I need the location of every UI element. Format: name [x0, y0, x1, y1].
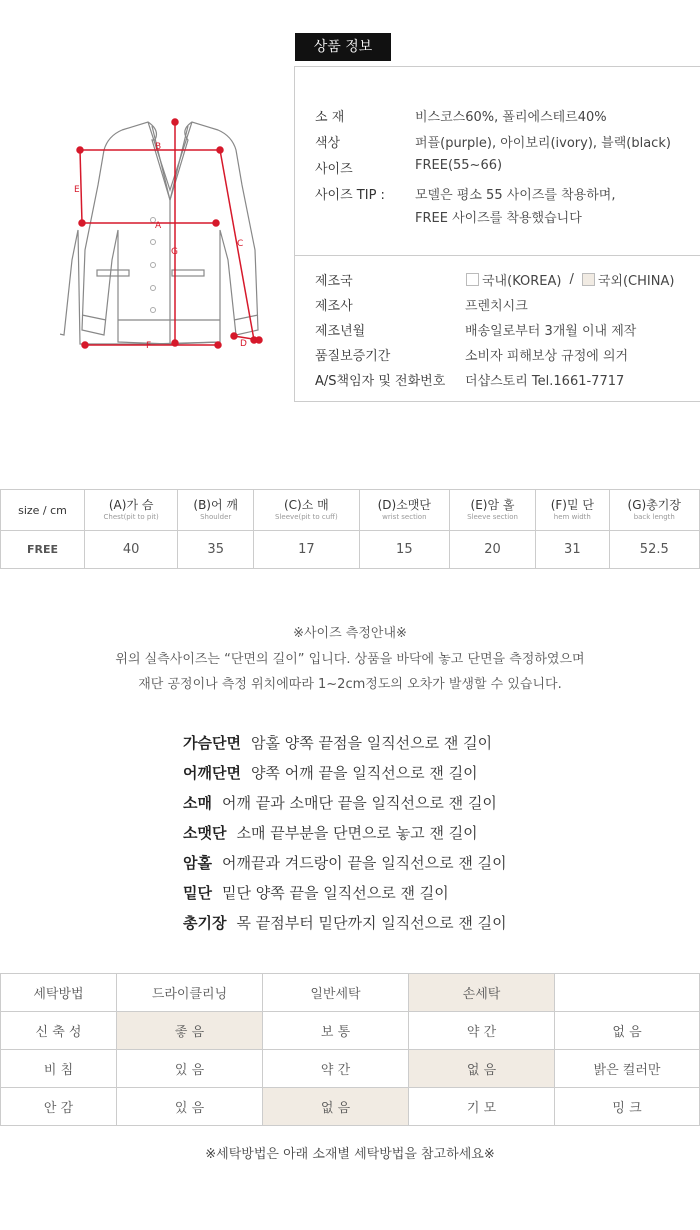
definition-item: 가슴단면 암홀 양쪽 끝점을 일직선으로 잰 길이 — [183, 734, 493, 752]
size-header-armhole: (E)암 홀 Sleeve section — [449, 490, 535, 531]
spec-label-color: 색상 — [315, 136, 341, 151]
size-value-length: 52.5 — [609, 531, 699, 569]
korea-checkbox — [466, 273, 479, 286]
definition-item: 암홀 어깨끝과 겨드랑이 끝을 일직선으로 잰 길이 — [183, 854, 507, 872]
care-cell-selected: 손세탁 — [409, 974, 555, 1012]
origin-label: 제조국 — [315, 274, 353, 289]
care-cell: 밝은 컬러만 — [555, 1050, 700, 1088]
mfg-value-maker: 프렌치시크 — [465, 299, 528, 314]
definition-item: 밑단 밑단 양쪽 끝을 일직선으로 잰 길이 — [183, 884, 449, 902]
size-header-shoulder: (B)어 깨 Shoulder — [178, 490, 254, 531]
care-cell: 안 감 — [1, 1088, 117, 1126]
size-table-corner: size / cm — [1, 490, 85, 531]
product-info-tag: 상품 정보 — [295, 33, 391, 61]
size-value-armhole: 20 — [449, 531, 535, 569]
label-c: C — [237, 239, 244, 249]
care-cell — [555, 974, 700, 1012]
spec-value-size: FREE(55~66) — [415, 158, 503, 173]
size-table-row — [1, 531, 700, 569]
label-d: D — [240, 339, 247, 349]
definition-item: 소매 어깨 끝과 소매단 끝을 일직선으로 잰 길이 — [183, 794, 497, 812]
spec-label-material: 소 재 — [315, 110, 345, 125]
label-b: B — [155, 142, 162, 152]
size-value-wrist: 15 — [359, 531, 449, 569]
label-e: E — [74, 185, 80, 195]
size-value-hem: 31 — [536, 531, 609, 569]
origin-options — [466, 270, 674, 289]
mfg-label-maker: 제조사 — [315, 299, 353, 314]
care-cell: 있 음 — [117, 1088, 263, 1126]
care-row-stretch — [1, 1012, 700, 1050]
size-table-header — [1, 490, 700, 531]
care-row-wash — [1, 974, 700, 1012]
care-cell: 약 간 — [409, 1012, 555, 1050]
care-cell: 신 축 성 — [1, 1012, 117, 1050]
definition-item: 어깨단면 양쪽 어깨 끝을 일직선으로 잰 길이 — [183, 764, 478, 782]
care-table — [0, 973, 700, 1126]
care-footer-note: ※세탁방법은 아래 소재별 세탁방법을 참고하세요※ — [205, 1147, 495, 1162]
size-header-hem: (F)밑 단 hem width — [536, 490, 609, 531]
definition-item: 총기장 목 끝점부터 밑단까지 일직선으로 잰 길이 — [183, 914, 507, 932]
care-cell: 비 침 — [1, 1050, 117, 1088]
care-cell-selected: 좋 음 — [117, 1012, 263, 1050]
definition-item: 소맷단 소매 끝부분을 단면으로 놓고 잰 길이 — [183, 824, 478, 842]
size-header-sleeve: (C)소 매 Sleeve(pit to cuff) — [254, 490, 360, 531]
care-cell: 있 음 — [117, 1050, 263, 1088]
size-value-shoulder: 35 — [178, 531, 254, 569]
care-cell-selected: 없 음 — [263, 1088, 409, 1126]
size-note-line1: 위의 실측사이즈는 “단면의 길이” 입니다. 상품을 바닥에 놓고 단면을 측정하였으며 — [115, 652, 585, 667]
label-a: A — [155, 221, 162, 231]
care-cell: 보 통 — [263, 1012, 409, 1050]
size-value-chest: 40 — [85, 531, 178, 569]
origin-slash: / — [569, 272, 574, 287]
spec-value-size-tip: 모델은 평소 55 사이즈를 착용하며, — [415, 188, 616, 203]
size-header-wrist: (D)소맷단 wrist section — [359, 490, 449, 531]
info-divider — [294, 255, 700, 256]
spec-label-size-tip: 사이즈 TIP : — [315, 188, 385, 203]
mfg-label-warranty: 품질보증기간 — [315, 349, 391, 364]
size-table — [0, 489, 700, 569]
mfg-value-date: 배송일로부터 3개월 이내 제작 — [465, 324, 637, 339]
china-checkbox — [582, 273, 595, 286]
spec-value-size-tip-2: FREE 사이즈를 착용했습니다 — [415, 211, 582, 226]
label-f: F — [146, 341, 152, 351]
care-cell: 약 간 — [263, 1050, 409, 1088]
spec-value-material: 비스코스60%, 폴리에스테르40% — [415, 110, 607, 125]
mfg-label-date: 제조년월 — [315, 324, 366, 339]
size-value-sleeve: 17 — [254, 531, 360, 569]
care-cell-selected: 없 음 — [409, 1050, 555, 1088]
size-row-label: FREE — [1, 531, 85, 569]
size-header-length: (G)총기장 back length — [609, 490, 699, 531]
spec-value-color: 퍼플(purple), 아이보리(ivory), 블랙(black) — [415, 136, 671, 151]
mfg-value-as: 더샵스토리 Tel.1661-7717 — [465, 374, 625, 389]
care-cell: 기 모 — [409, 1088, 555, 1126]
care-cell: 세탁방법 — [1, 974, 117, 1012]
care-row-lining — [1, 1088, 700, 1126]
mfg-label-as: A/S책임자 및 전화번호 — [315, 374, 446, 389]
cardigan-measurement-diagram — [60, 110, 280, 360]
mfg-value-warranty: 소비자 피해보상 규정에 의거 — [465, 349, 629, 364]
origin-china: 국외(CHINA) — [597, 274, 675, 289]
care-cell: 일반세탁 — [263, 974, 409, 1012]
origin-korea: 국내(KOREA) — [482, 274, 562, 289]
care-cell: 드라이클리닝 — [117, 974, 263, 1012]
size-note-title: ※사이즈 측정안내※ — [293, 626, 407, 641]
care-cell: 없 음 — [555, 1012, 700, 1050]
care-row-sheer — [1, 1050, 700, 1088]
spec-label-size: 사이즈 — [315, 162, 353, 177]
size-note-line2: 재단 공정이나 측정 위치에따라 1~2cm정도의 오차가 발생할 수 있습니다. — [138, 677, 562, 692]
label-g: G — [171, 247, 178, 257]
care-cell: 밍 크 — [555, 1088, 700, 1126]
size-header-chest: (A)가 슴 Chest(pit to pit) — [85, 490, 178, 531]
